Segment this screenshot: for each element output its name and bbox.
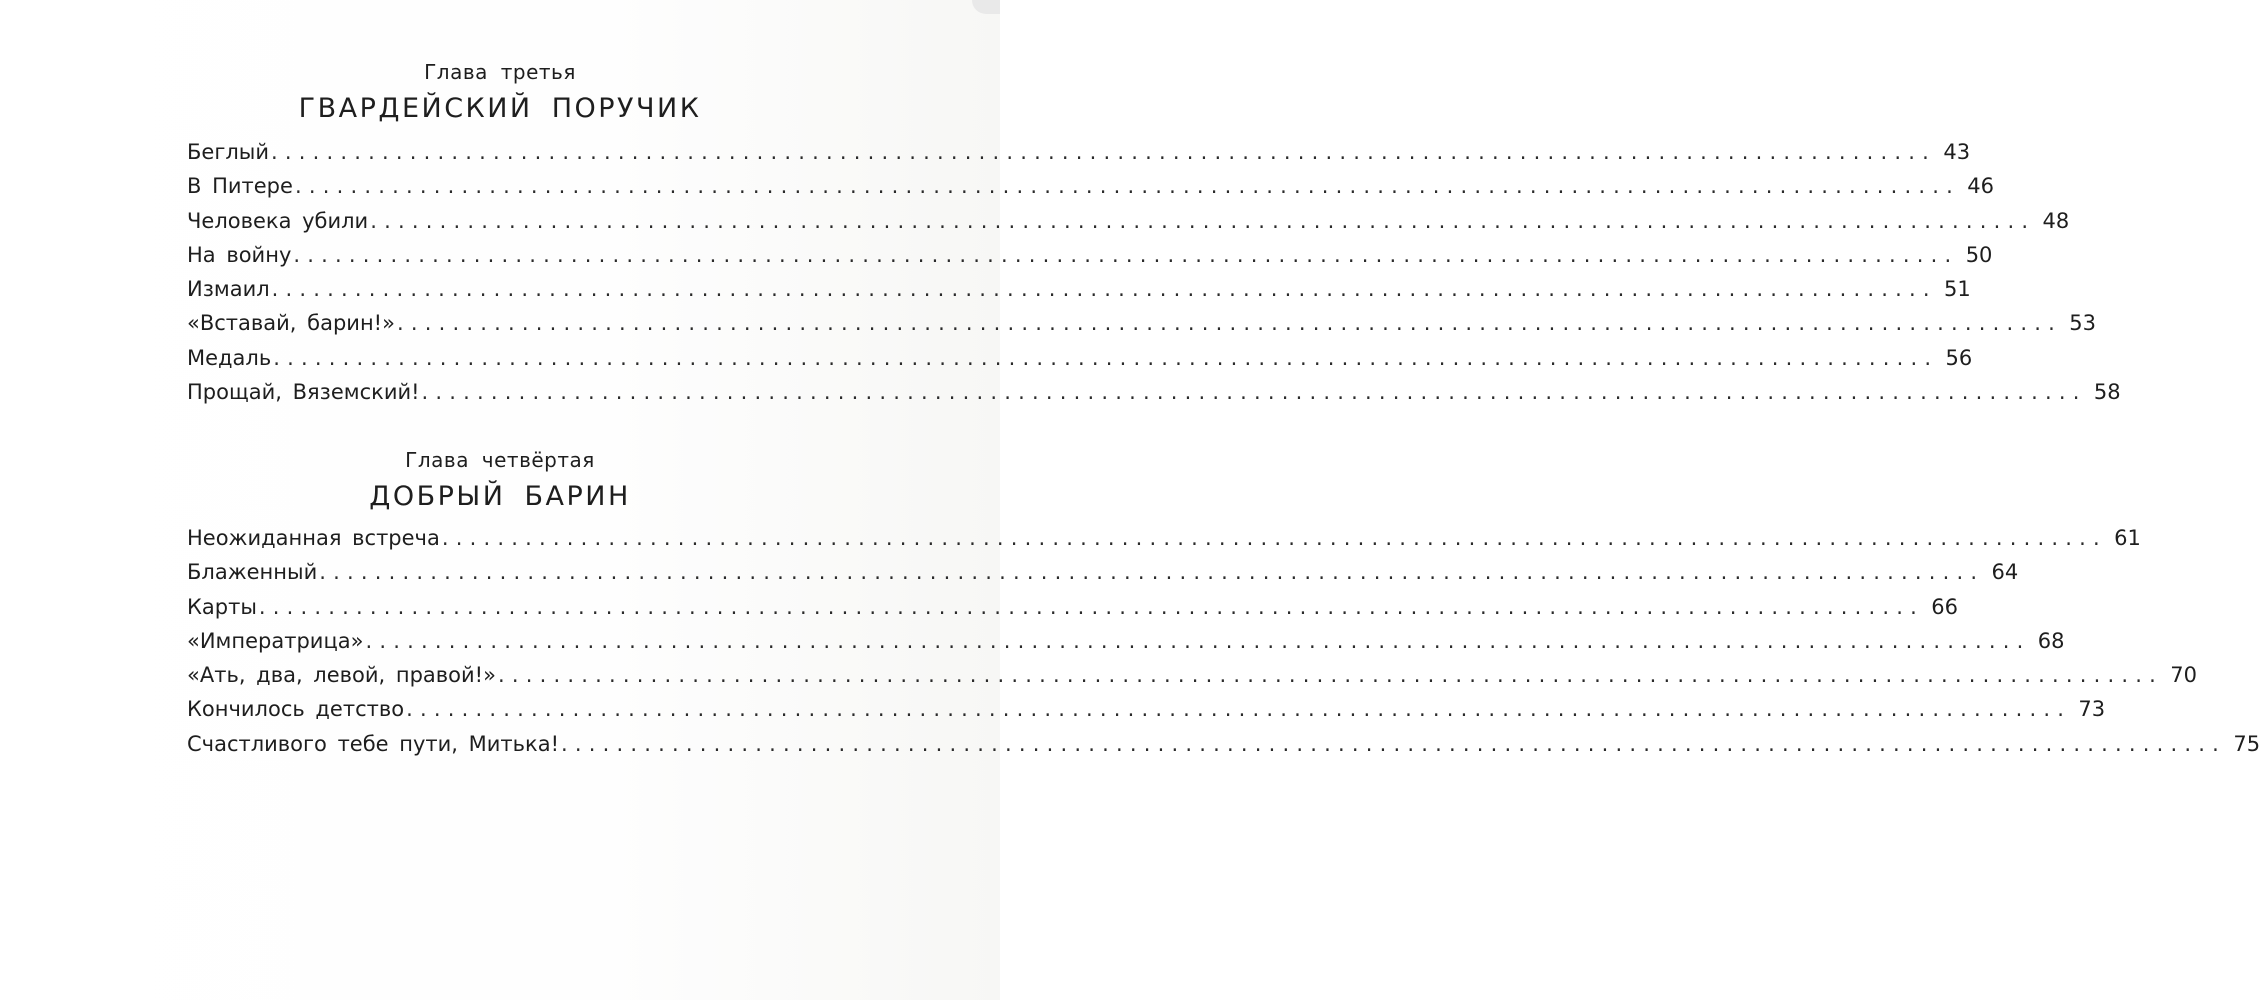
toc-entry — [187, 627, 2065, 661]
dot-leader: ........................................................................................................................ — [421, 380, 2087, 405]
toc-entry-title: Измаил — [187, 277, 270, 302]
dot-leader: ........................................................................................................................ — [497, 663, 2163, 688]
toc-entry-title: «Вставай, барин!» — [187, 311, 395, 336]
dot-leader: ........................................................................................................................ — [319, 560, 1985, 585]
dot-leader: ........................................................................................................................ — [406, 697, 2072, 722]
toc-entry — [187, 172, 1994, 206]
toc-entry-page: 58 — [2093, 380, 2121, 405]
toc-entry-page: 56 — [1945, 345, 1973, 370]
toc-entry-page: 73 — [2078, 697, 2106, 722]
toc-entry — [187, 344, 1973, 378]
toc-entry-title: «Императрица» — [187, 628, 364, 653]
chapter-4-title: ДОБРЫЙ БАРИН — [369, 481, 631, 512]
chapter-3-label: Глава третья — [424, 60, 576, 84]
toc-entry-title: Карты — [187, 594, 257, 619]
toc-entry — [187, 207, 2070, 241]
toc-entry-page: 64 — [1991, 560, 2019, 585]
chapter-4-label: Глава четвёртая — [405, 448, 595, 472]
chapter-4-toc — [187, 524, 2260, 764]
toc-entry — [187, 138, 1971, 172]
chapter-3-heading — [0, 60, 1000, 126]
dot-leader: ........................................................................................................................ — [441, 526, 2107, 550]
chapter-3-title: ГВАРДЕЙСКИЙ ПОРУЧИК — [298, 93, 702, 124]
toc-entry-page: 61 — [2114, 526, 2141, 550]
toc-entry-page: 43 — [1943, 140, 1971, 164]
toc-entry-title: В Питере — [187, 174, 293, 199]
toc-entry-title: На войну — [187, 242, 292, 267]
dot-leader: ........................................................................................................................ — [561, 731, 2227, 756]
dot-leader: ........................................................................................................................ — [293, 242, 1959, 267]
toc-entry — [187, 661, 2197, 695]
toc-entry-title: Беглый — [187, 140, 270, 164]
toc-entry-page: 50 — [1965, 242, 1993, 267]
toc-entry — [187, 695, 2106, 729]
toc-entry-title: Блаженный — [187, 560, 318, 585]
toc-entry — [187, 241, 1993, 275]
page-corner-shadow — [972, 0, 1000, 14]
toc-entry — [187, 730, 2260, 764]
dot-leader: ........................................................................................................................ — [258, 594, 1924, 619]
toc-entry — [187, 378, 2121, 412]
toc-entry — [187, 309, 2096, 343]
toc-entry — [187, 275, 1971, 309]
toc-entry-title: Неожиданная встреча — [187, 526, 440, 550]
chapter-4-heading — [0, 448, 1000, 514]
toc-entry-page: 75 — [2233, 731, 2260, 756]
dot-leader: ........................................................................................................................ — [370, 208, 2036, 233]
toc-entry-title: Счастливого тебе пути, Митька! — [187, 731, 560, 756]
toc-entry-page: 66 — [1931, 594, 1958, 619]
toc-entry-page: 51 — [1943, 277, 1971, 302]
dot-leader: ........................................................................................................................ — [273, 345, 1939, 370]
toc-entry — [187, 558, 2019, 592]
toc-entry-page: 70 — [2170, 663, 2197, 688]
dot-leader: ........................................................................................................................ — [271, 140, 1937, 164]
dot-leader: ........................................................................................................................ — [271, 277, 1937, 302]
toc-entry-page: 53 — [2069, 311, 2096, 336]
toc-entry — [187, 524, 2141, 558]
dot-leader: ........................................................................................................................ — [365, 628, 2031, 653]
toc-entry-page: 46 — [1967, 174, 1994, 199]
toc-entry-title: Медаль — [187, 345, 272, 370]
toc-entry-page: 48 — [2042, 208, 2070, 233]
toc-entry — [187, 593, 1958, 627]
toc-entry-title: Кончилось детство — [187, 697, 405, 722]
toc-entry-title: Человека убили — [187, 208, 369, 233]
toc-entry-title: «Ать, два, левой, правой!» — [187, 663, 496, 688]
toc-entry-title: Прощай, Вяземский! — [187, 380, 420, 405]
dot-leader: ........................................................................................................................ — [396, 311, 2062, 336]
toc-entry-page: 68 — [2037, 628, 2065, 653]
dot-leader: ........................................................................................................................ — [294, 174, 1960, 199]
chapter-3-toc — [187, 138, 2121, 412]
